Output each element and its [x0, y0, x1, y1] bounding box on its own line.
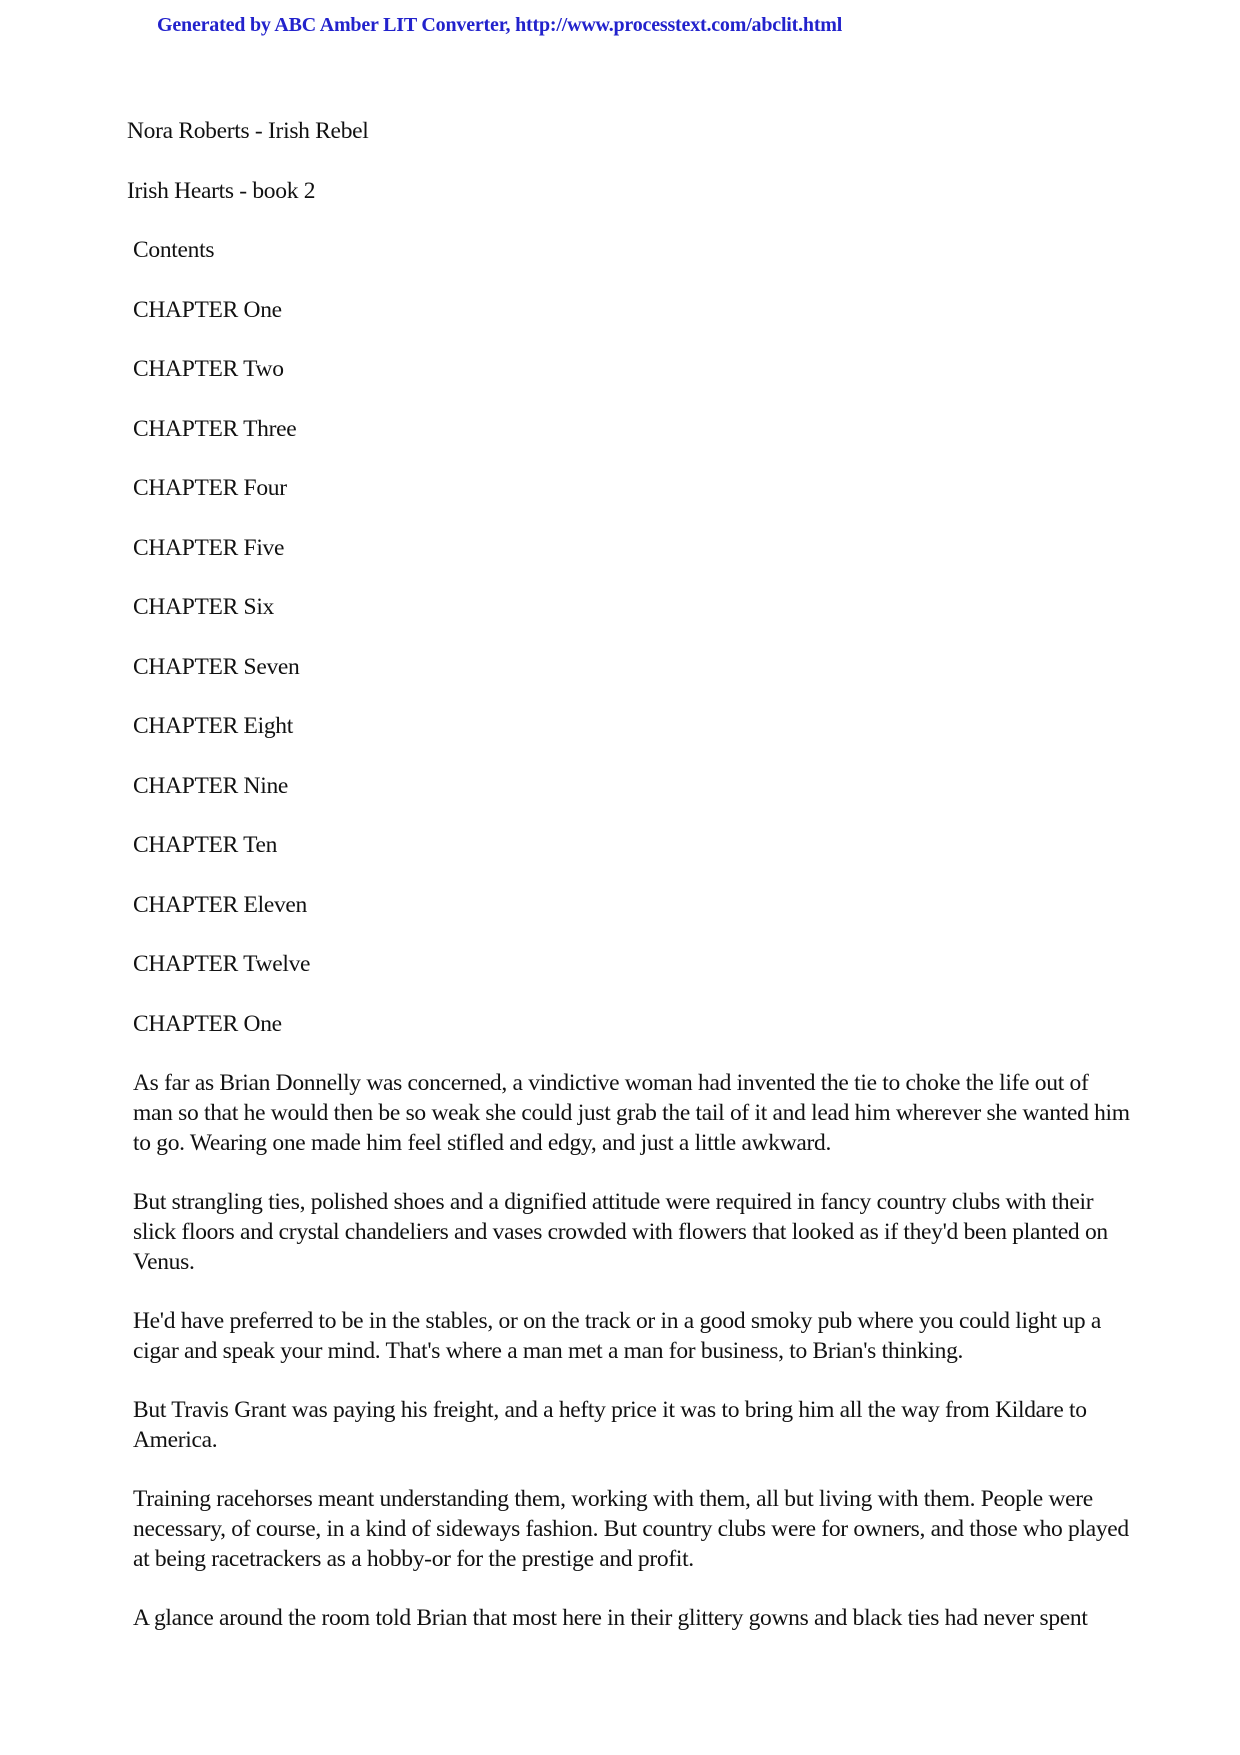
- toc-chapter-two-link[interactable]: CHAPTER Two: [133, 356, 284, 382]
- toc-chapter-nine-link[interactable]: CHAPTER Nine: [133, 772, 289, 799]
- toc-chapter-eight-link[interactable]: CHAPTER Eight: [133, 713, 293, 739]
- document-body: [127, 116, 1130, 1662]
- chapter-heading: CHAPTER One: [133, 1010, 282, 1037]
- toc-chapter-twelve-link[interactable]: CHAPTER Twelve: [133, 951, 311, 977]
- toc-chapter-seven-link[interactable]: CHAPTER Seven: [133, 653, 300, 680]
- converter-banner: Generated by ABC Amber LIT Converter, http://www.processtext.com/abclit.html: [157, 14, 843, 36]
- chapter-paragraph-3: He'd have preferred to be in the stables, or on the track or in a good smoky pub where you could light up a cigar and speak your mind. That's where a man met a man for business, to Brian's thinking.: [133, 1308, 1101, 1364]
- chapter-paragraph-6: A glance around the room told Brian that most here in their glittery gowns and black ties had never spent: [133, 1605, 1088, 1631]
- chapter-paragraph-1: As far as Brian Donnelly was concerned, a vindictive woman had invented the tie to choke the life out of man so that he would then be so weak she could just grab the tail of it and lead him wherever she wanted him to go. Wearing one made him feel stifled and edgy, and just a little awkward.: [133, 1070, 1130, 1156]
- chapter-paragraph-5: Training racehorses meant understanding them, working with them, all but living with them. People were necessary, of course, in a kind of sideways fashion. But country clubs were for owners, and those who played at being racetrackers as a hobby-or for the prestige and profit.: [133, 1486, 1129, 1572]
- chapter-paragraph-2: But strangling ties, polished shoes and a dignified attitude were required in fancy country clubs with their slick floors and crystal chandeliers and vases crowded with flowers that looked as if they'd been planted on Venus.: [133, 1189, 1108, 1275]
- toc-chapter-one-link[interactable]: CHAPTER One: [133, 296, 282, 323]
- contents-heading: Contents: [133, 237, 215, 263]
- chapter-paragraph-4: But Travis Grant was paying his freight, and a hefty price it was to bring him all the way from Kildare to America.: [133, 1397, 1087, 1453]
- toc-chapter-eleven-link[interactable]: CHAPTER Eleven: [133, 891, 307, 918]
- series-line: Irish Hearts - book 2: [127, 177, 316, 204]
- book-title-line: Nora Roberts - Irish Rebel: [127, 118, 369, 144]
- toc-chapter-six-link[interactable]: CHAPTER Six: [133, 594, 274, 620]
- toc-chapter-ten-link[interactable]: CHAPTER Ten: [133, 832, 278, 858]
- toc-chapter-five-link[interactable]: CHAPTER Five: [133, 534, 285, 561]
- toc-chapter-three-link[interactable]: CHAPTER Three: [133, 415, 297, 442]
- toc-chapter-four-link[interactable]: CHAPTER Four: [133, 475, 287, 501]
